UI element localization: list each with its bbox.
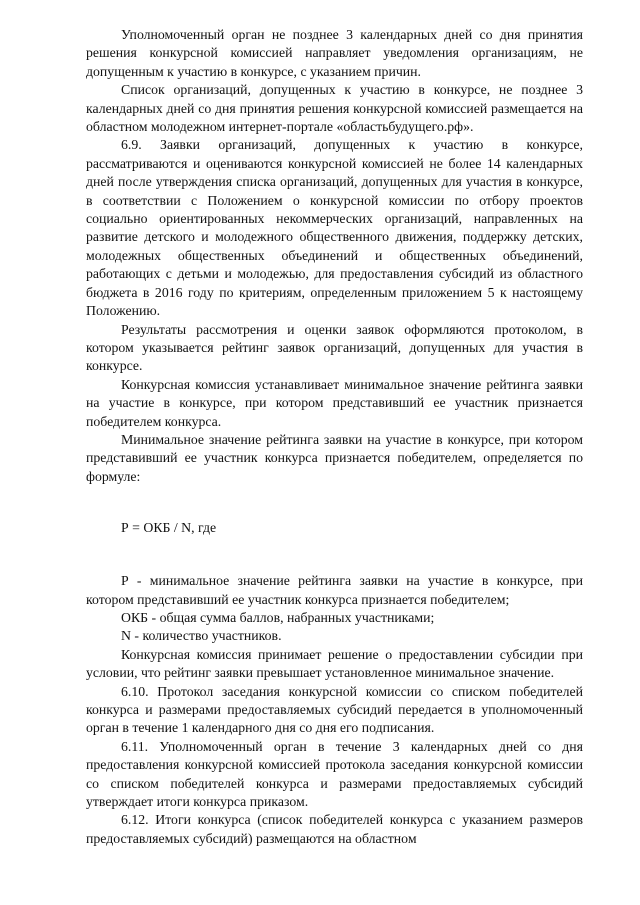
formula: Р = ОКБ / N, где [121, 520, 217, 536]
paragraph-6-12: 6.12. Итоги конкурса (список победителей конкурса с указанием размеров предоставляемых субсидий) размещаются на областном [86, 812, 583, 846]
paragraph-6-9: 6.9. Заявки организаций, допущенных к участию в конкурсе, рассматриваются и оцениваются конкурсной комиссией не более 14 календарных дней после утверждения списка организаций, допущенных для участия в конкурсе, в соответствии с Положением о конкурсной комиссии по отбору проектов социально ориентированных некоммерческих организаций, направленных на развитие детского и молодежного общественного движения, поддержку детских, молодежных общественных объединений и общественных объединений, работающих с детьми и молодежью, для предоставления субсидий из областного бюджета в 2016 году по критериям, определенным приложением 5 к настоящему Положению. [86, 137, 583, 319]
spacer [86, 486, 583, 502]
definition-okb: ОКБ - общая сумма баллов, набранных участниками; [121, 609, 435, 625]
paragraph-6-11: 6.11. Уполномоченный орган в течение 3 календарных дней со дня предоставления конкурсной комиссией протокола заседания конкурсной комиссии со списком победителей конкурса и размерами предоставляемых субсидий утверждает итоги конкурса приказом. [86, 738, 583, 810]
paragraph-notification: Уполномоченный орган не позднее 3 календарных дней со дня принятия решения конкурсной комиссией направляет уведомления организациям, не допущенным к участию в конкурсе, с указанием причин. [86, 27, 583, 79]
paragraph-subsidy-decision: Конкурсная комиссия принимает решение о предоставлении субсидии при условии, что рейтинг заявки превышает установленное минимальное значение. [86, 646, 583, 681]
paragraph-results-protocol: Результаты рассмотрения и оценки заявок оформляются протоколом, в котором указывается рейтинг заявок организаций, допущенных для участия в конкурсе. [86, 321, 583, 374]
spacer [86, 556, 583, 572]
paragraph-formula-intro: Минимальное значение рейтинга заявки на участие в конкурсе, при котором представивший ее участник конкурса признается победителем, определяется по формуле: [86, 431, 583, 484]
definition-n: N - количество участников. [121, 628, 282, 644]
paragraph-6-10: 6.10. Протокол заседания конкурсной комиссии со списком победителей конкурса и размерами предоставляемых субсидий передается в уполномоченный орган в течение 1 календарного дня со дня его подписания. [86, 683, 583, 736]
paragraph-min-rating: Конкурсная комиссия устанавливает минимальное значение рейтинга заявки на участие в конкурсе, при котором представивший ее участник признается победителем конкурса. [86, 376, 583, 429]
definition-p: Р - минимальное значение рейтинга заявки на участие в конкурсе, при котором представивший ее участник конкурса признается победителем; [86, 573, 583, 607]
paragraph-admitted-list: Список организаций, допущенных к участию в конкурсе, не позднее 3 календарных дней со дня принятия решения конкурсной комиссией размещается на областном молодежном интернет-портале «областьбудущего.рф». [86, 82, 583, 135]
document-page [86, 26, 583, 848]
